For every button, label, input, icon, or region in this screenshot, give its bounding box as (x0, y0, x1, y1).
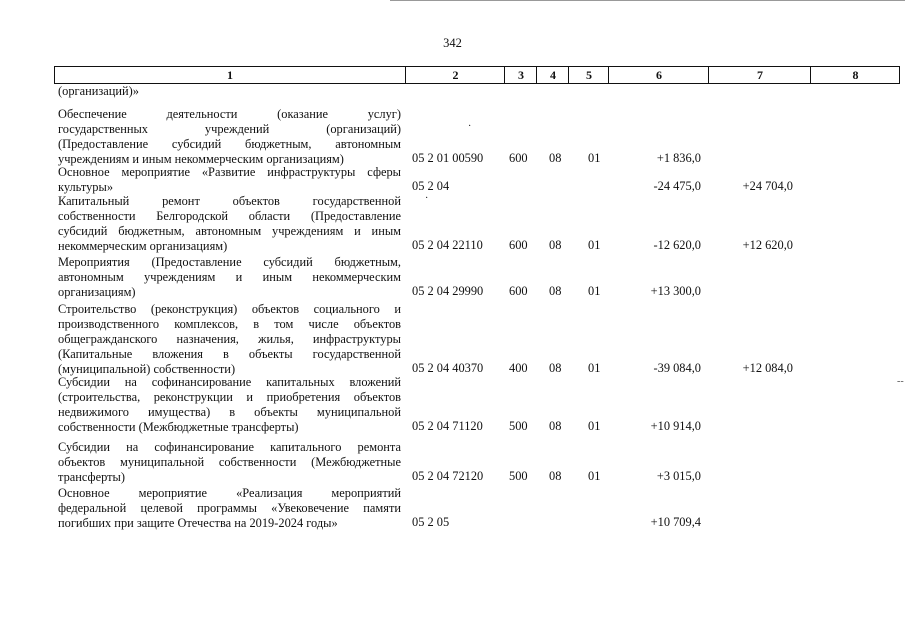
amount-change: +1 836,0 (656, 151, 701, 165)
description-line: культуры» (58, 179, 114, 194)
header-col-2: 2 (405, 67, 505, 83)
row-description (58, 440, 401, 485)
section-code: 08 (549, 469, 562, 483)
description-line: федеральной целевой программы «Увековечение памяти (58, 500, 401, 515)
amount-change: +13 300,0 (650, 284, 701, 298)
description-line: автономным учреждениям и иным некоммерческим (58, 269, 401, 284)
row-description (58, 302, 401, 377)
row-description (58, 375, 401, 435)
expense-type: 600 (509, 238, 528, 252)
section-code: 08 (549, 419, 562, 433)
row-description (58, 165, 401, 195)
section-code: 08 (549, 151, 562, 165)
expense-type: 500 (509, 469, 528, 483)
description-line: субсидий бюджетным, автономным учреждениям и иным (58, 223, 401, 238)
description-line: Основное мероприятие «Реализация мероприятий (58, 485, 401, 500)
description-line: Строительство (реконструкция) объектов социального и (58, 301, 401, 316)
amount-change: -39 084,0 (653, 361, 701, 375)
row-description (58, 486, 401, 531)
description-line: собственности (Межбюджетные трансферты) (58, 419, 299, 434)
scan-top-edge (390, 0, 905, 1)
description-line: собственности Белгородской области (Предоставление (58, 208, 401, 223)
subsection-code: 01 (588, 284, 601, 298)
amount-change: +10 914,0 (650, 419, 701, 433)
description-line: государственных учреждений (организаций) (58, 121, 401, 136)
description-line: Субсидии на софинансирование капитальных вложений (58, 374, 401, 389)
description-line: Основное мероприятие «Развитие инфраструктуры сферы (58, 164, 401, 179)
amount-change-next: +24 704,0 (742, 179, 793, 193)
description-line: некоммерческим организациям) (58, 238, 228, 253)
description-line: (Предоставление субсидий бюджетным, автономным (58, 136, 401, 151)
header-col-8: 8 (810, 67, 900, 83)
section-code: 08 (549, 361, 562, 375)
row-description (58, 194, 401, 254)
description-line: Обеспечение деятельности (оказание услуг) (58, 106, 401, 121)
description-line: производственного комплексов, в том числе объектов (58, 316, 401, 331)
description-line: объектов муниципальной собственности (Межбюджетные (58, 454, 401, 469)
description-line: организациям) (58, 284, 136, 299)
subsection-code: 01 (588, 151, 601, 165)
subsection-code: 01 (588, 361, 601, 375)
description-line: Мероприятия (Предоставление субсидий бюджетным, (58, 254, 401, 269)
page-number: 342 (443, 36, 462, 50)
budget-code: 05 2 04 72120 (412, 469, 484, 483)
scan-speck: · (468, 121, 472, 132)
amount-change-next: +12 620,0 (742, 238, 793, 252)
budget-code: 05 2 04 40370 (412, 361, 484, 375)
budget-code: 05 2 05 (412, 515, 450, 529)
row-description (58, 255, 401, 300)
budget-code: 05 2 04 (412, 179, 450, 193)
continuation-text: (организаций)» (58, 84, 139, 98)
row-description (58, 107, 401, 167)
section-code: 08 (549, 238, 562, 252)
budget-code: 05 2 01 00590 (412, 151, 484, 165)
header-col-6: 6 (608, 67, 709, 83)
description-line: Капитальный ремонт объектов государственной (58, 193, 401, 208)
amount-change: +10 709,4 (650, 515, 701, 529)
amount-change-next: +12 084,0 (742, 361, 793, 375)
amount-change: +3 015,0 (656, 469, 701, 483)
header-col-3: 3 (504, 67, 537, 83)
scan-speck: · (425, 193, 429, 204)
description-line: (муниципальной) собственности) (58, 361, 236, 376)
description-line: (Капитальные вложения в объекты государственной (58, 346, 401, 361)
description-line: общегражданского назначения, жилья, инфраструктуры (58, 331, 401, 346)
description-line: учреждениям и иным некоммерческим организациям) (58, 151, 344, 166)
header-col-4: 4 (536, 67, 569, 83)
description-line: погибших при защите Отечества на 2019-2024 годы» (58, 515, 338, 530)
expense-type: 600 (509, 151, 528, 165)
header-col-5: 5 (568, 67, 609, 83)
header-col-7: 7 (708, 67, 811, 83)
table-header-row (54, 66, 900, 84)
amount-change: -12 620,0 (653, 238, 701, 252)
subsection-code: 01 (588, 238, 601, 252)
header-col-1: 1 (227, 68, 233, 82)
budget-code: 05 2 04 71120 (412, 419, 483, 433)
amount-change: -24 475,0 (653, 179, 701, 193)
description-line: Субсидии на софинансирование капитального ремонта (58, 439, 401, 454)
expense-type: 400 (509, 361, 528, 375)
expense-type: 500 (509, 419, 528, 433)
subsection-code: 01 (588, 469, 601, 483)
description-line: (строительства, реконструкции и приобретения объектов (58, 389, 401, 404)
description-line: трансферты) (58, 469, 125, 484)
budget-code: 05 2 04 29990 (412, 284, 484, 298)
section-code: 08 (549, 284, 562, 298)
subsection-code: 01 (588, 419, 601, 433)
expense-type: 600 (509, 284, 528, 298)
description-line: недвижимого имущества) в объекты муниципальной (58, 404, 401, 419)
scan-edge-mark: -- (897, 376, 904, 387)
budget-code: 05 2 04 22110 (412, 238, 483, 252)
